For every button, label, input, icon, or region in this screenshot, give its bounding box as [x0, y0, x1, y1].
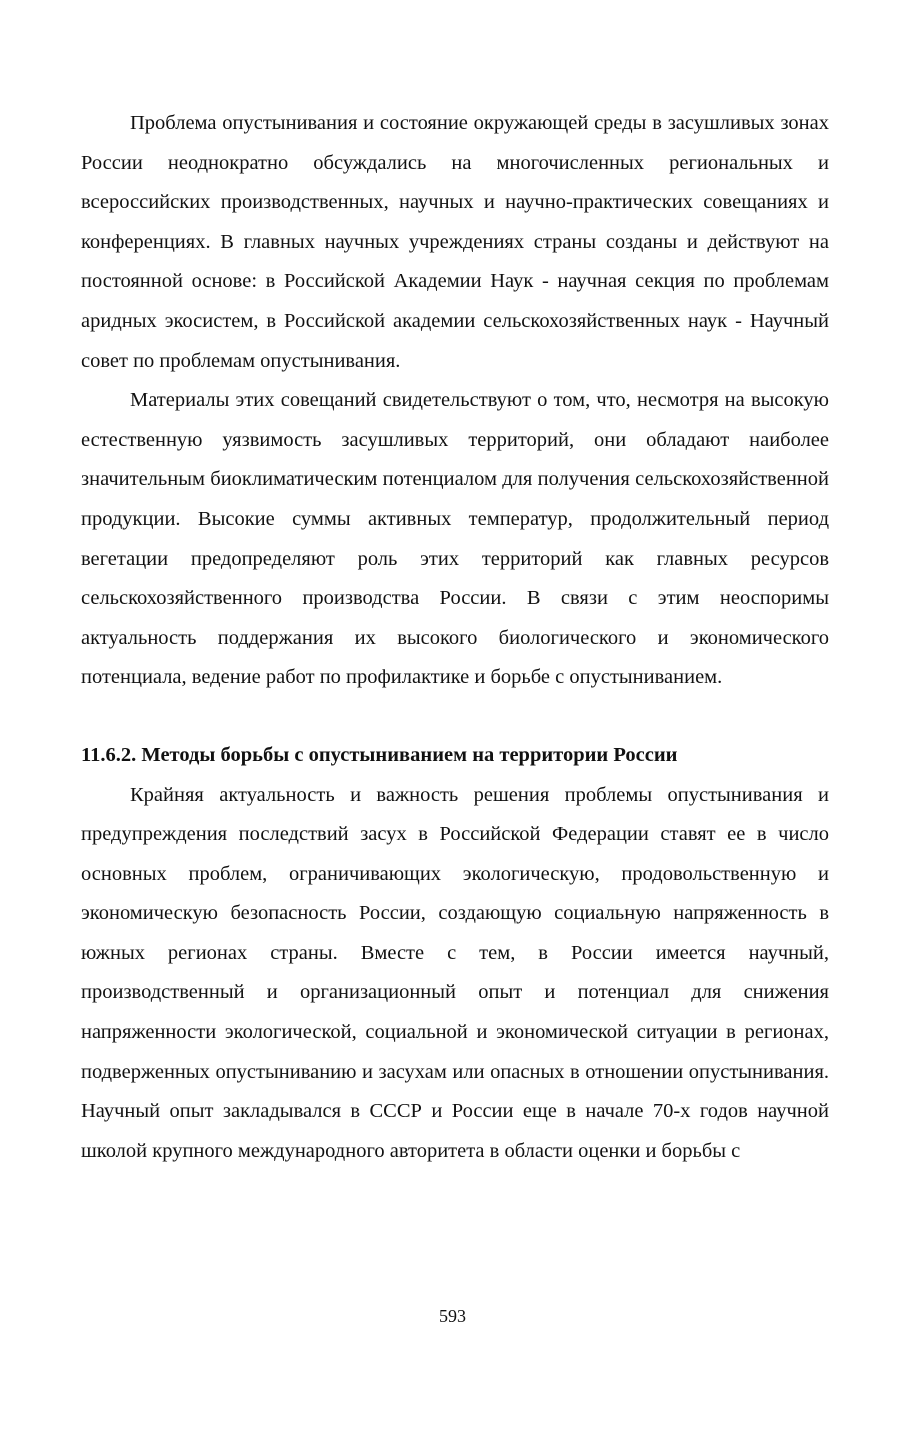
page-body [81, 104, 829, 1171]
section-heading: 11.6.2. Методы борьбы с опустыниванием на территории России [81, 743, 678, 766]
paragraph-desertification-problem: Проблема опустынивания и состояние окружающей среды в засушливых зонах России неоднократно обсуждались на многочисленных региональных и всероссийских производственных, научных и научно-практических совещаниях и конференциях. В главных научных учреждениях страны созданы и действуют на постоянной основе: в Российской Академии Наук - научная секция по проблемам аридных экосистем, в Российской академии сельскохозяйственных наук - Научный совет по проблемам опустынивания. [81, 112, 829, 372]
paragraph-section-text: Крайняя актуальность и важность решения проблемы опустынивания и предупреждения последствий засух в Российской Федерации ставят ее в число основных проблем, ограничивающих экологическую, продовольственную и экономическую безопасность России, создающую социальную напряженность в южных регионах страны. Вместе с тем, в России имеется научный, производственный и организационный опыт и потенциал для снижения напряженности экологической, социальной и экономической ситуации в регионах, подверженных опустыниванию и засухам или опасных в отношении опустынивания. Научный опыт закладывался в СССР и России еще в начале 70-х годов научной школой крупного международного авторитета в области оценки и борьбы с [81, 783, 829, 1162]
paragraph-meeting-materials: Материалы этих совещаний свидетельствуют о том, что, несмотря на высокую естественную уязвимость засушливых территорий, они обладают наиболее значительным биоклиматическим потенциалом для получения сельскохозяйственной продукции. Высокие суммы активных температур, продолжительный период вегетации предопределяют роль этих территорий как главных ресурсов сельскохозяйственного производства России. В связи с этим неоспоримы актуальность поддержания их высокого биологического и экономического потенциала, ведение работ по профилактике и борьбе с опустыниванием. [81, 389, 829, 689]
page-number: 593 [439, 1306, 466, 1326]
